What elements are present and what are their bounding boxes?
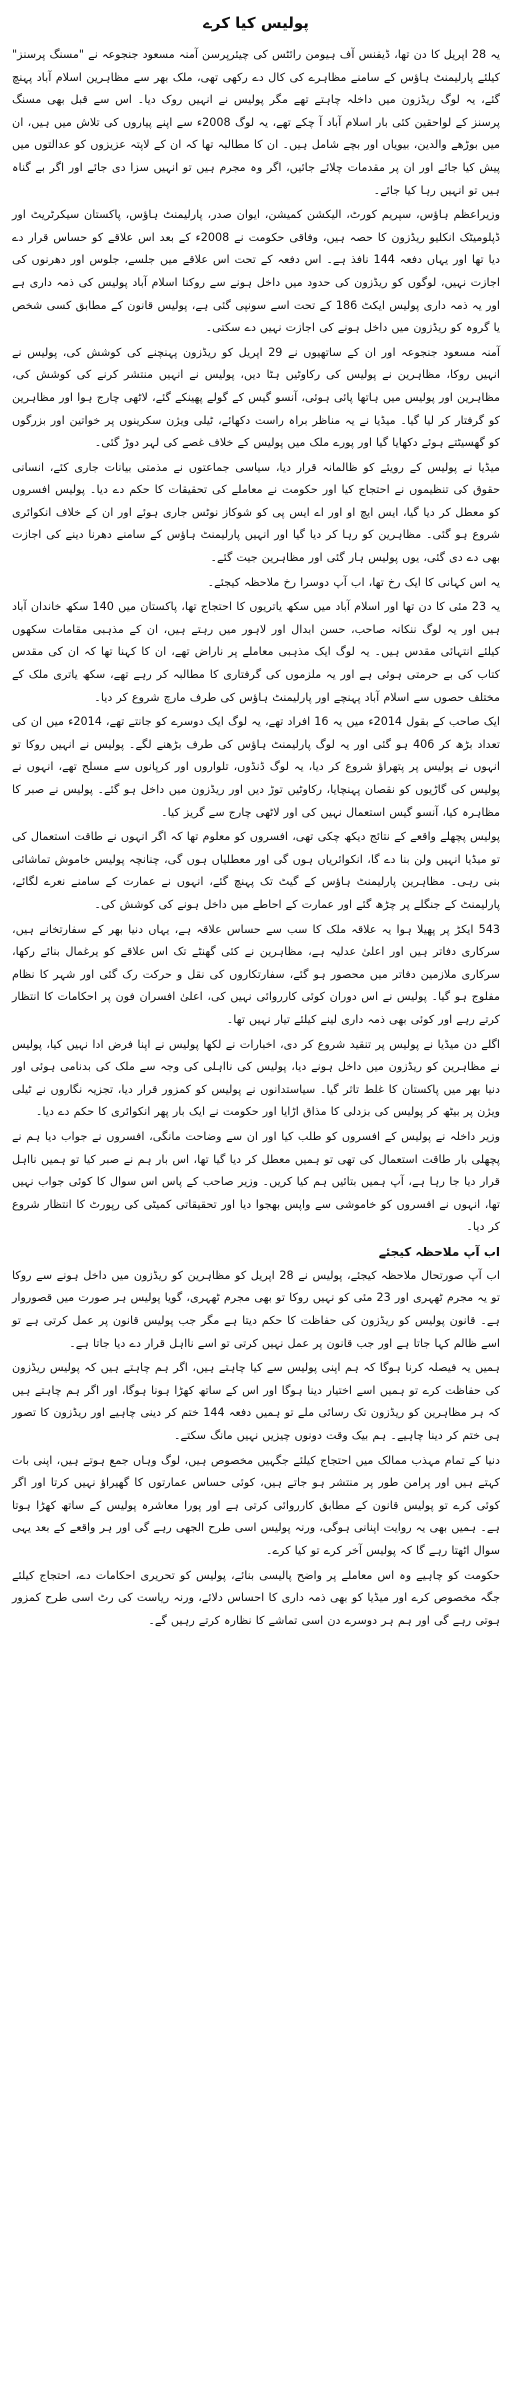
- article-paragraph: 543 ایکڑ پر پھیلا ہوا یہ علاقہ ملک کا سب سے حساس علاقہ ہے، یہاں دنیا بھر کے سفارتخانے ہیں، سرکاری دفاتر ہیں اور اعلیٰ عدلیہ ہے، مظاہرین نے کئی گھنٹے تک اس علاقے کو یرغمال بنائے رکھا، سرکاری ملازمین دفاتر میں محصور ہو گئے، سفارتکاروں کی نقل و حرکت رک گئی اور شہر کا نظام مفلوج ہو گیا۔ پولیس نے اس دوران کوئی کارروائی نہیں کی، اعلیٰ افسران فون پر احکامات کا انتظار کرتے رہے اور کوئی بھی ذمہ داری لینے کیلئے تیار نہیں تھا۔: [12, 922, 500, 1026]
- article-paragraph: یہ 23 مئی کا دن تھا اور اسلام آباد میں سکھ یاتریوں کا احتجاج تھا، پاکستان میں 140 سکھ خاندان آباد ہیں اور یہ لوگ ننکانہ صاحب، حسن ابدال اور لاہور میں رہتے ہیں، ان کے مذہبی مقامات سکھوں کیلئے انتہائی مقدس ہیں۔ یہ لوگ ایک مذہبی معاملے پر ناراض تھے، ان کا کہنا تھا کہ ان کی مقدس کتاب کی بے حرمتی ہوئی ہے اور یہ ملزموں کی گرفتاری کا مطالبہ کر رہے تھے، سکھ یاتری ملک کے مختلف حصوں سے اسلام آباد پہنچے اور پارلیمنٹ ہاؤس کی طرف مارچ شروع کر دیا۔: [12, 600, 500, 704]
- article-title: پولیس کیا کرے: [203, 14, 309, 32]
- article-paragraph: پولیس پچھلے واقعے کے نتائج دیکھ چکی تھی، افسروں کو معلوم تھا کہ اگر انہوں نے طاقت استعمال کی تو میڈیا انہیں ولن بنا دے گا، انکوائریاں ہوں گی اور معطلیاں ہوں گی، چنانچہ پولیس خاموش تماشائی بنی رہی۔ مظاہرین پارلیمنٹ ہاؤس کے گیٹ تک پہنچ گئے، انہوں نے عمارت کے سامنے نعرے لگائے، پارلیمنٹ کے جنگلے پر چڑھ گئے اور عمارت کے احاطے میں داخل ہونے کی کوشش کی۔: [12, 830, 500, 911]
- article-paragraph: یہ اس کہانی کا ایک رخ تھا، اب آپ دوسرا رخ ملاحظہ کیجئے۔: [207, 575, 500, 589]
- article-closing-paragraph: حکومت کو چاہیے وہ اس معاملے پر واضح پالیسی بنائے، پولیس کو تحریری احکامات دے، احتجاج کیلئے جگہ مخصوص کرے اور میڈیا کو بھی ذمہ داری کا احساس دلائے، ورنہ ریاست کی رٹ اسی طرح کمزور ہوتی رہے گی اور ہم ہر دوسرے دن اسی تماشے کا نظارہ کرتے رہیں گے۔: [12, 1568, 500, 1627]
- article-closing-paragraph: ہمیں یہ فیصلہ کرنا ہوگا کہ ہم اپنی پولیس سے کیا چاہتے ہیں، اگر ہم چاہتے ہیں کہ پولیس ریڈزون کی حفاظت کرے تو ہمیں اسے اختیار دینا ہوگا اور اس کے ساتھ کھڑا ہونا ہوگا، اور اگر ہم چاہتے ہیں کہ ہر مظاہرین کو ریڈزون تک رسائی ملے تو ہمیں دفعہ 144 ختم کر دینی چاہیے اور ریڈزون کا تصور ہی ختم کر دینا چاہیے۔ ہم بیک وقت دونوں چیزیں نہیں مانگ سکتے۔: [12, 1361, 500, 1443]
- article-paragraph: یہ 28 اپریل کا دن تھا، ڈیفنس آف ہیومن رائٹس کی چیئرپرسن آمنہ مسعود جنجوعہ نے "مسنگ پرسنز" کیلئے پارلیمنٹ ہاؤس کے سامنے مظاہرے کی کال دے رکھی تھی، ملک بھر سے مظاہرین اسلام آباد پہنچ گئے، یہ لوگ ریڈزون میں داخلہ چاہتے تھے مگر پولیس نے انہیں روک دیا۔ اس سے قبل بھی مسنگ پرسنز کے لواحقین کئی بار اسلام آباد آ چکے تھے، یہ لوگ 2008ء سے اپنے پیاروں کی تلاش میں ہیں، ان میں بوڑھے والدین، بیویاں اور بچے شامل ہیں۔ ان کا مطالبہ تھا کہ ان کے لاپتہ عزیزوں کو عدالتوں میں پیش کیا جائے اور ان پر مقدمات چلائے جائیں، اگر وہ مجرم ہیں تو انہیں سزا دی جائے اور اگر بے گناہ ہیں تو انہیں رہا کیا جائے۔: [12, 48, 500, 197]
- article-subheading: اب آپ ملاحظہ کیجئے: [378, 1244, 500, 1259]
- article-paragraph: آمنہ مسعود جنجوعہ اور ان کے ساتھیوں نے 29 اپریل کو ریڈزون پہنچنے کی کوشش کی، پولیس نے انہیں روکا، مظاہرین نے پولیس کی رکاوٹیں ہٹا دیں، پولیس نے انہیں منتشر کرنے کی کوشش کی، مظاہرین اور پولیس میں ہاتھا پائی ہوئی، آنسو گیس کے گولے پھینکے گئے، لاٹھی چارج ہوا اور مظاہرین کو گرفتار کر لیا گیا۔ میڈیا نے یہ مناظر براہ راست دکھائے، ٹیلی ویژن سکرینوں پر خواتین اور بزرگوں کو گھسیٹتے ہوئے دکھایا گیا اور پورے ملک میں پولیس کے خلاف غصے کی لہر دوڑ گئی۔: [12, 345, 500, 450]
- article-paragraph: وزیراعظم ہاؤس، سپریم کورٹ، الیکشن کمیشن، ایوان صدر، پارلیمنٹ ہاؤس، پاکستان سیکرٹریٹ اور ڈپلومیٹک انکلیو ریڈزون کا حصہ ہیں، وفاقی حکومت نے 2008ء کے بعد اس علاقے کو حساس قرار دے دیا تھا اور یہاں دفعہ 144 نافذ ہے۔ اس دفعہ کے تحت اس علاقے میں جلسے، جلوس اور دھرنوں کی اجازت نہیں، لوگوں کو ریڈزون کی حدود میں داخل ہونے سے روکنا اسلام آباد پولیس کی ذمہ داری ہے اور یہ ذمہ داری پولیس ایکٹ 186 کے تحت اسے سونپی گئی ہے، پولیس قانون کے مطابق کسی شخص یا گروہ کو ریڈزون میں داخل ہونے کی اجازت نہیں دے سکتی۔: [12, 208, 500, 335]
- article-paragraph: وزیر داخلہ نے پولیس کے افسروں کو طلب کیا اور ان سے وضاحت مانگی، افسروں نے جواب دیا ہم نے پچھلی بار طاقت استعمال کی تھی تو ہمیں معطل کر دیا گیا تھا، اس بار ہم نے صبر کیا تو ہمیں نااہل قرار دیا جا رہا ہے، آپ ہمیں بتائیں ہم کیا کریں۔ وزیر صاحب کے پاس اس سوال کا کوئی جواب نہیں تھا، انہوں نے افسروں کو خاموشی سے واپس بھجوا دیا اور تحقیقاتی کمیٹی کی رپورٹ کا انتظار شروع کر دیا۔: [12, 1129, 500, 1234]
- article-paragraph: اگلے دن میڈیا نے پولیس پر تنقید شروع کر دی، اخبارات نے لکھا پولیس نے اپنا فرض ادا نہیں کیا، پولیس نے مظاہرین کو ریڈزون میں داخل ہونے دیا، پولیس کی نااہلی کی وجہ سے ملک کی بدنامی ہوئی اور دنیا بھر میں پاکستان کا غلط تاثر گیا۔ سیاستدانوں نے پولیس کو کمزور قرار دیا، تجزیہ نگاروں نے ٹیلی ویژن پر بیٹھ کر پولیس کی بزدلی کا مذاق اڑایا اور حکومت نے ایک بار پھر انکوائری کا حکم دے دیا۔: [12, 1037, 500, 1119]
- article-paragraph: ایک صاحب کے بقول 2014ء میں یہ 16 افراد تھے، یہ لوگ ایک دوسرے کو جانتے تھے، 2014ء میں ان کی تعداد بڑھ کر 406 ہو گئی اور یہ لوگ پارلیمنٹ ہاؤس کی طرف بڑھنے لگے۔ پولیس نے انہیں روکا تو انہوں نے پولیس پر پتھراؤ شروع کر دیا، یہ لوگ ڈنڈوں، تلواروں اور کرپانوں سے مسلح تھے، انہوں نے پولیس کی گاڑیوں کو نقصان پہنچایا، رکاوٹیں توڑ دیں اور ریڈزون میں داخل ہو گئے۔ پولیس نے صبر کا مظاہرہ کیا، آنسو گیس استعمال نہیں کی اور لاٹھی چارج سے گریز کیا۔: [12, 715, 500, 819]
- article-closing-paragraph: اب آپ صورتحال ملاحظہ کیجئے، پولیس نے 28 اپریل کو مظاہرین کو ریڈزون میں داخل ہونے سے روکا تو یہ مجرم ٹھہری اور 23 مئی کو نہیں روکا تو بھی مجرم ٹھہری، گویا پولیس ہر صورت میں قصوروار ہے۔ قانون پولیس کو ریڈزون کی حفاظت کا حکم دیتا ہے مگر جب پولیس قانون پر عمل کرتی ہے تو اسے ظالم کہا جاتا ہے اور جب قانون پر عمل نہیں کرتی تو اسے نااہل قرار دے دیا جاتا ہے۔: [12, 1268, 500, 1350]
- article-paragraph: میڈیا نے پولیس کے رویئے کو ظالمانہ قرار دیا، سیاسی جماعتوں نے مذمتی بیانات جاری کئے، انسانی حقوق کی تنظیموں نے احتجاج کیا اور حکومت نے معاملے کی تحقیقات کا حکم دے دیا۔ پولیس افسروں کو معطل کر دیا گیا، ایس ایچ او اور اے ایس پی کو شوکاز نوٹس جاری ہوئے اور ان کے خلاف انکوائری شروع ہو گئی۔ مظاہرین کو رہا کر دیا گیا اور انہیں پارلیمنٹ ہاؤس کے سامنے دھرنا دینے کی اجازت بھی دے دی گئی، یوں پولیس ہار گئی اور مظاہرین جیت گئے۔: [12, 460, 500, 565]
- article-closing-paragraph: دنیا کے تمام مہذب ممالک میں احتجاج کیلئے جگہیں مخصوص ہیں، لوگ وہاں جمع ہوتے ہیں، اپنی بات کہتے ہیں اور پرامن طور پر منتشر ہو جاتے ہیں، کوئی حساس عمارتوں کا گھیراؤ نہیں کرتا اور اگر کوئی کرے تو پولیس قانون کے مطابق کارروائی کرتی ہے اور پورا معاشرہ پولیس کے ساتھ کھڑا ہوتا ہے۔ ہمیں بھی یہ روایت اپنانی ہوگی، ورنہ پولیس اسی طرح الجھی رہے گی اور ہر واقعے کے بعد یہی سوال اٹھتا رہے گا کہ پولیس آخر کرے تو کیا کرے۔: [12, 1453, 500, 1557]
